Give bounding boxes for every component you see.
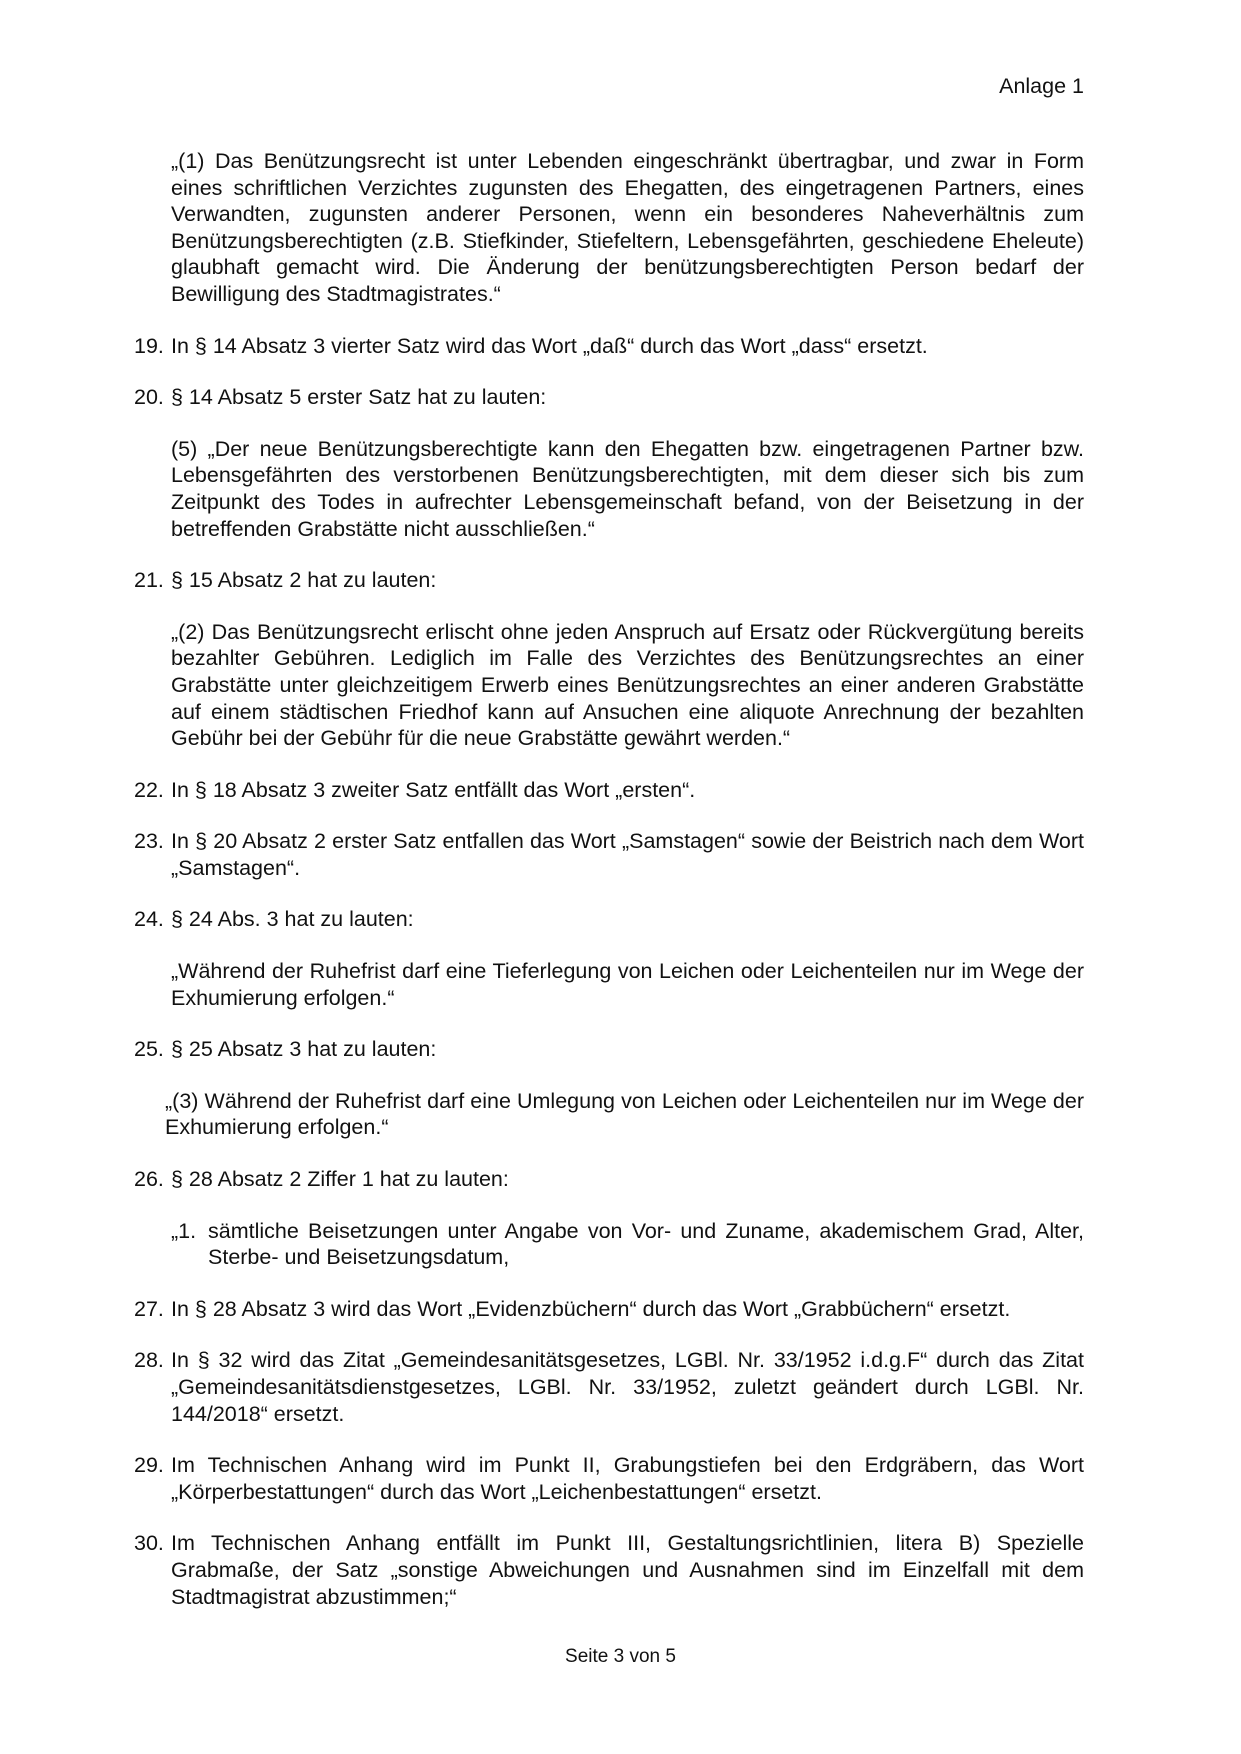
list-item-21 bbox=[134, 567, 1084, 594]
list-item-19 bbox=[134, 333, 1084, 360]
subitem-number: „1. bbox=[171, 1218, 197, 1243]
item-text: In § 14 Absatz 3 vierter Satz wird das Wort „daß“ durch das Wort „dass“ ersetzt. bbox=[171, 333, 928, 358]
list-item-24 bbox=[134, 906, 1084, 933]
list-item-28 bbox=[134, 1347, 1084, 1427]
item-number: 26. bbox=[134, 1167, 164, 1192]
list-item-20 bbox=[134, 384, 1084, 411]
list-item-30 bbox=[134, 1530, 1084, 1610]
item-20-quote: (5) „Der neue Benützungsberechtigte kann den Ehegatten bzw. eingetragenen Partner bzw. Lebensgefährten des verstorbenen Benützungsberechtigten, mit dem dieser sich bis zum Zeitpunkt des Todes in aufrechter Lebensgemeinschaft befand, von der Beisetzung in der betreffenden Grabstätte nicht ausschließen.“ bbox=[171, 436, 1084, 541]
document-body bbox=[134, 148, 1084, 1610]
item-text: In § 32 wird das Zitat „Gemeindesanitätsgesetzes, LGBl. Nr. 33/1952 i.d.g.F“ durch das Zitat „Gemeindesanitätsdienstgesetzes, LGBl. Nr. 33/1952, zuletzt geändert durch LGBl. Nr. 144/2018“ ersetzt. bbox=[171, 1348, 1084, 1426]
item-text: § 15 Absatz 2 hat zu lauten: bbox=[171, 568, 437, 593]
item-text: § 24 Abs. 3 hat zu lauten: bbox=[171, 907, 414, 932]
item-number: 27. bbox=[134, 1296, 164, 1321]
list-item-26 bbox=[134, 1166, 1084, 1193]
item-21-quote: „(2) Das Benützungsrecht erlischt ohne jeden Anspruch auf Ersatz oder Rückvergütung bereits bezahlter Gebühren. Lediglich im Falle des Verzichtes des Benützungsrechtes an einer Grabstätte unter gleichzeitigem Erwerb eines Benützungsrechtes an einer anderen Grabstätte auf einem städtischen Friedhof kann auf Ansuchen eine aliquote Anrechnung der bezahlten Gebühr bei der Gebühr für die neue Grabstätte gewährt werden.“ bbox=[171, 619, 1084, 751]
attachment-label: Anlage 1 bbox=[999, 74, 1084, 98]
item-text: § 14 Absatz 5 erster Satz hat zu lauten: bbox=[171, 385, 547, 410]
item-text: In § 20 Absatz 2 erster Satz entfallen das Wort „Samstagen“ sowie der Beistrich nach dem Wort „Samstagen“. bbox=[171, 829, 1084, 880]
item-text: In § 28 Absatz 3 wird das Wort „Evidenzbüchern“ durch das Wort „Grabbüchern“ ersetzt. bbox=[171, 1296, 1011, 1321]
item-text: Im Technischen Anhang wird im Punkt II, Grabungstiefen bei den Erdgräbern, das Wort „Körperbestattungen“ durch das Wort „Leichenbestattungen“ ersetzt. bbox=[171, 1453, 1084, 1504]
item-25-quote: „(3) Während der Ruhefrist darf eine Umlegung von Leichen oder Leichenteilen nur im Wege der Exhumierung erfolgen.“ bbox=[165, 1088, 1084, 1140]
item-text: Im Technischen Anhang entfällt im Punkt III, Gestaltungsrichtlinien, litera B) Spezielle Grabmaße, der Satz „sonstige Abweichungen und Ausnahmen sind im Einzelfall mit dem Stadtmagistrat abzustimmen;“ bbox=[171, 1531, 1084, 1609]
item-text: § 28 Absatz 2 Ziffer 1 hat zu lauten: bbox=[171, 1167, 509, 1192]
item-number: 23. bbox=[134, 829, 164, 854]
item-number: 30. bbox=[134, 1531, 164, 1556]
quote-paragraph-1: „(1) Das Benützungsrecht ist unter Lebenden eingeschränkt übertragbar, und zwar in Form eines schriftlichen Verzichtes zugunsten des Ehegatten, des eingetragenen Partners, eines Verwandten, zugunsten anderer Personen, wenn ein besonderes Naheverhältnis zum Benützungsberechtigten (z.B. Stiefkinder, Stiefeltern, Lebensgefährten, geschiedene Eheleute) glaubhaft gemacht wird. Die Änderung der benützungsberechtigten Person bedarf der Bewilligung des Stadtmagistrates.“ bbox=[171, 149, 1084, 306]
item-text: In § 18 Absatz 3 zweiter Satz entfällt das Wort „ersten“. bbox=[171, 777, 696, 802]
item-number: 28. bbox=[134, 1348, 164, 1373]
item-number: 29. bbox=[134, 1453, 164, 1478]
list-item-25 bbox=[134, 1036, 1084, 1063]
list-item-29 bbox=[134, 1452, 1084, 1505]
list-item-27 bbox=[134, 1296, 1084, 1323]
item-number: 25. bbox=[134, 1037, 164, 1062]
item-24-quote: „Während der Ruhefrist darf eine Tieferlegung von Leichen oder Leichenteilen nur im Wege der Exhumierung erfolgen.“ bbox=[171, 959, 1084, 1010]
subitem-text: sämtliche Beisetzungen unter Angabe von Vor- und Zuname, akademischem Grad, Alter, Sterbe- und Beisetzungsdatum, bbox=[208, 1218, 1084, 1270]
item-number: 19. bbox=[134, 333, 164, 358]
item-number: 20. bbox=[134, 385, 164, 410]
list-item-23 bbox=[134, 828, 1084, 881]
item-number: 24. bbox=[134, 907, 164, 932]
item-26-subitem bbox=[171, 1218, 1084, 1271]
list-item-22 bbox=[134, 777, 1084, 804]
item-number: 21. bbox=[134, 568, 164, 593]
page-number-footer: Seite 3 von 5 bbox=[565, 1646, 676, 1667]
item-number: 22. bbox=[134, 777, 164, 802]
item-text: § 25 Absatz 3 hat zu lauten: bbox=[171, 1037, 437, 1062]
